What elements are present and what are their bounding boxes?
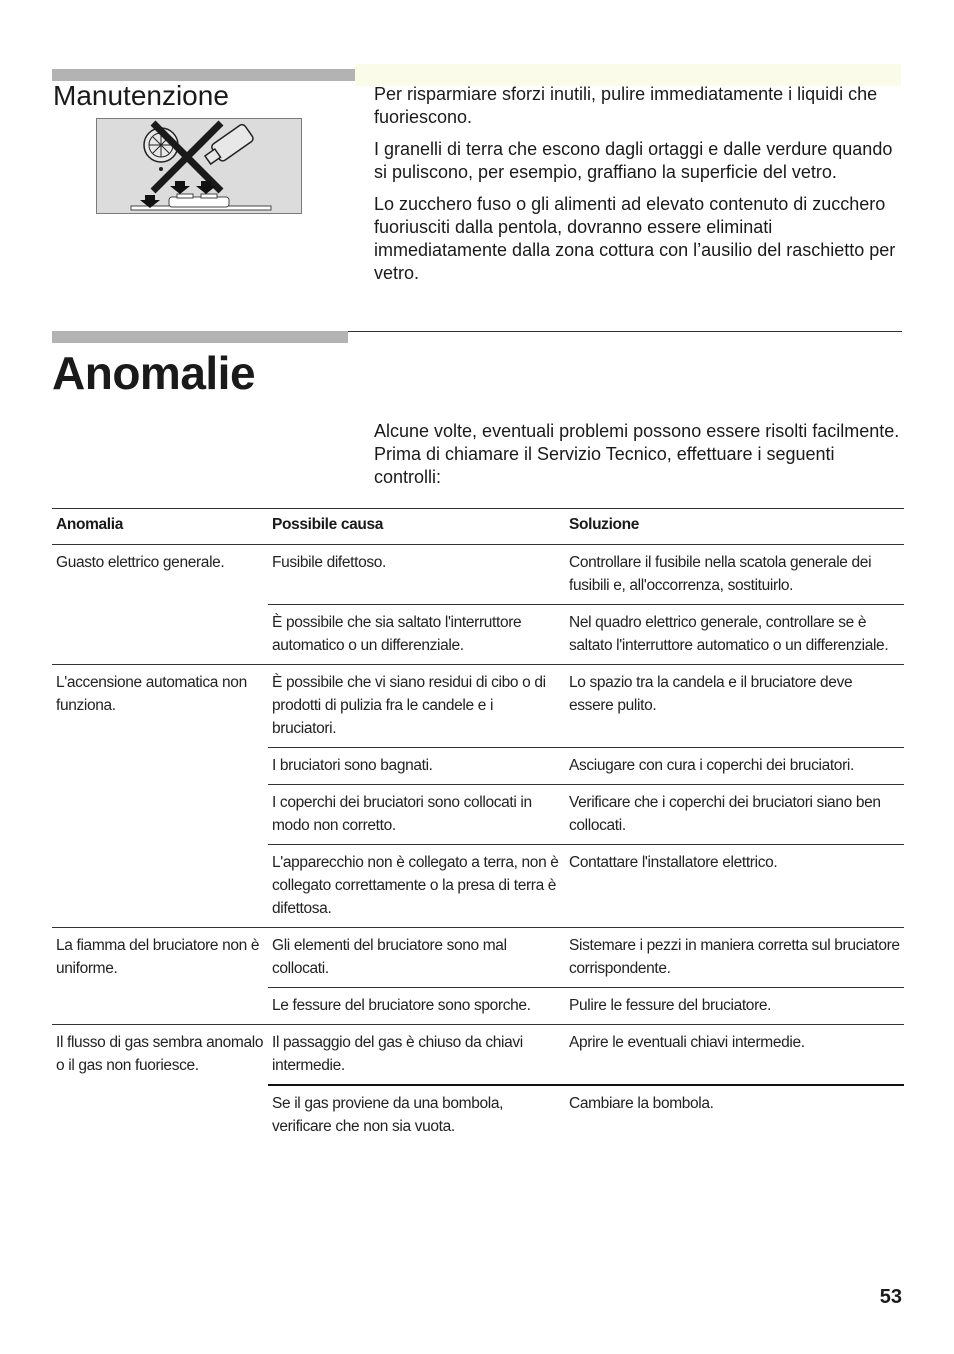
- faults-intro: Alcune volte, eventuali problemi possono essere risolti facilmente. Prima di chiamare il Servizio Tecnico, effettuare i seguenti controlli:: [374, 421, 900, 487]
- section-title-manutenzione: Manutenzione: [53, 80, 229, 111]
- solution-cell: Lo spazio tra la candela e il bruciatore deve essere pulito.: [565, 665, 904, 748]
- column-header-cause: Possibile causa: [268, 509, 565, 545]
- maintenance-text: [374, 83, 904, 294]
- solution-cell: Nel quadro elettrico generale, controllare se è saltato l'interruttore automatico o un differenziale.: [565, 605, 904, 665]
- table-row: [52, 545, 904, 605]
- solution-cell: Pulire le fessure del bruciatore.: [565, 988, 904, 1025]
- cause-cell: Gli elementi del bruciatore sono mal collocati.: [268, 928, 565, 988]
- maintenance-paragraph: Lo zucchero fuso o gli alimenti ad elevato contenuto di zucchero fuoriusciti dalla pentola, dovranno essere eliminati immediatamente dalla zona cottura con l’ausilio del raschietto per vetro.: [374, 194, 896, 283]
- cause-cell: Il passaggio del gas è chiuso da chiavi intermedie.: [268, 1025, 565, 1086]
- cause-cell: Se il gas proviene da una bombola, verificare che non sia vuota.: [272, 1095, 504, 1135]
- column-header-solution: Soluzione: [565, 509, 904, 545]
- anomaly-cell: La fiamma del bruciatore non è uniforme.: [52, 928, 268, 1025]
- anomaly-cell: Il flusso di gas sembra anomalo o il gas non fuoriesce.: [56, 1034, 264, 1074]
- cleaning-illustration: [96, 118, 302, 214]
- maintenance-paragraph: Per risparmiare sforzi inutili, pulire immediatamente i liquidi che fuoriescono.: [374, 84, 878, 127]
- table-header-row: [52, 509, 904, 545]
- column-header-anomaly: Anomalia: [52, 509, 268, 545]
- cause-cell: I coperchi dei bruciatori sono collocati in modo non corretto.: [268, 785, 565, 845]
- cause-cell: È possibile che sia saltato l'interruttore automatico o un differenziale.: [268, 605, 565, 665]
- anomaly-cell: L'accensione automatica non funziona.: [52, 665, 268, 928]
- cause-cell: I bruciatori sono bagnati.: [268, 748, 565, 785]
- solution-cell: Contattare l'installatore elettrico.: [565, 845, 904, 928]
- maintenance-paragraph: I granelli di terra che escono dagli ortaggi e dalle verdure quando si puliscono, per esempio, graffiano la superficie del vetro.: [374, 139, 893, 182]
- page-number: 53: [879, 1286, 902, 1308]
- faults-section-rule: [348, 331, 902, 332]
- cause-cell: Le fessure del bruciatore sono sporche.: [268, 988, 565, 1025]
- solution-cell: Verificare che i coperchi dei bruciatori siano ben collocati.: [565, 785, 904, 845]
- cause-cell: È possibile che vi siano residui di cibo o di prodotti di pulizia fra le candele e i bruciatori.: [268, 665, 565, 748]
- table-row: [52, 665, 904, 748]
- solution-cell: Cambiare la bombola.: [569, 1095, 714, 1112]
- cause-cell: Fusibile difettoso.: [268, 545, 565, 605]
- table-row: [52, 1025, 904, 1086]
- page-title-anomalie: Anomalie: [52, 347, 256, 399]
- anomaly-cell: Guasto elettrico generale.: [52, 545, 268, 665]
- solution-cell: Controllare il fusibile nella scatola generale dei fusibili e, all'occorrenza, sostituirlo.: [565, 545, 904, 605]
- table-row: [52, 928, 904, 988]
- faults-table: [52, 508, 904, 1145]
- cause-cell: L'apparecchio non è collegato a terra, non è collegato correttamente o la presa di terra è difettosa.: [268, 845, 565, 928]
- solution-cell: Aprire le eventuali chiavi intermedie.: [565, 1025, 904, 1086]
- solution-cell: Sistemare i pezzi in maniera corretta sul bruciatore corrispondente.: [565, 928, 904, 988]
- solution-cell: Asciugare con cura i coperchi dei bruciatori.: [565, 748, 904, 785]
- faults-section-bar: [52, 331, 348, 343]
